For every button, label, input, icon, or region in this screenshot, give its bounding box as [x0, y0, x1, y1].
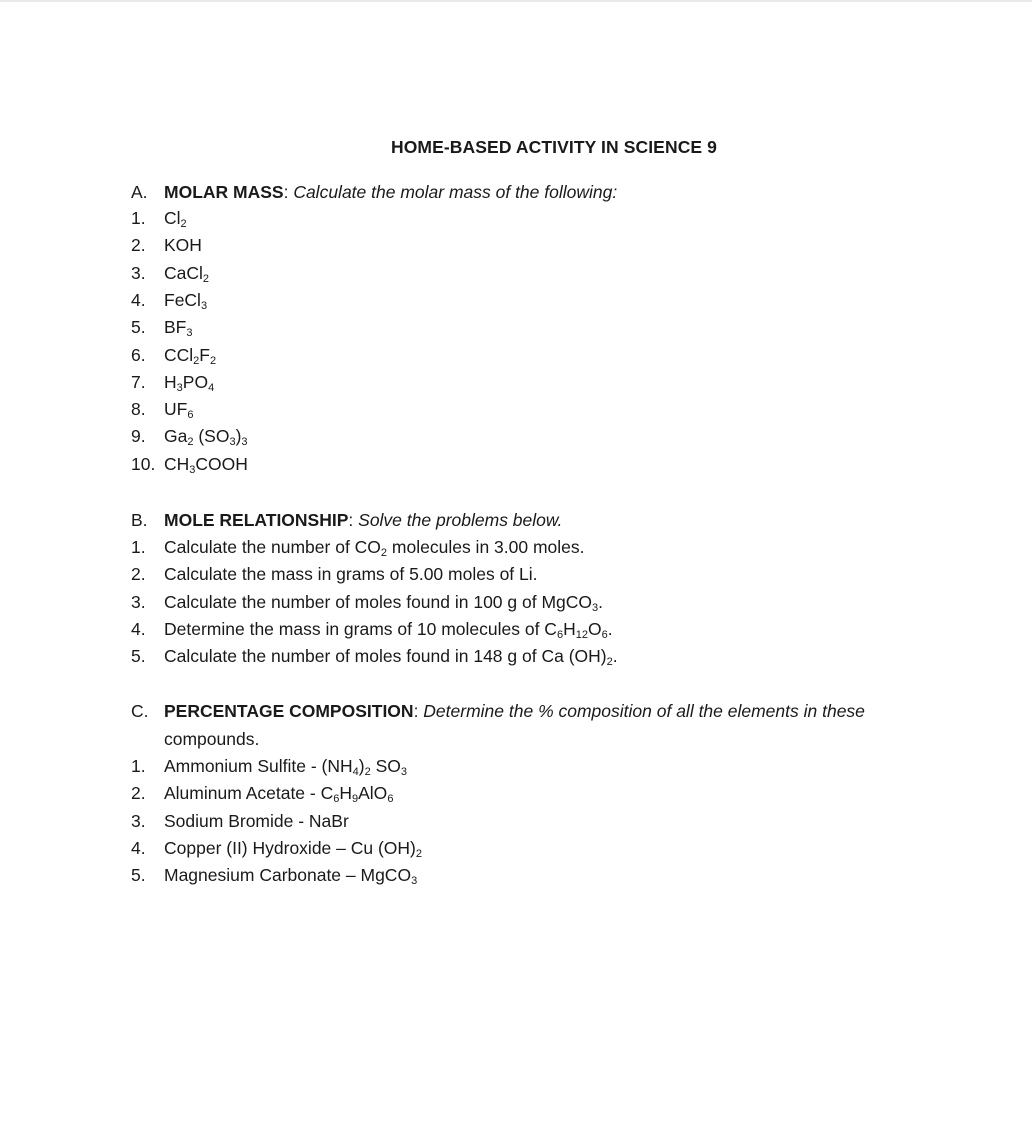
item-text: $H_3PO_4$	[164, 371, 215, 394]
subscript: 12	[575, 628, 588, 641]
list-item	[131, 207, 187, 229]
list-item	[131, 591, 603, 613]
subscript: 4	[208, 381, 215, 394]
subscript: 6	[333, 793, 340, 806]
subscript: 6	[187, 409, 194, 422]
subscript: 2	[380, 547, 388, 559]
item-number: 3.	[131, 810, 146, 831]
page-title: HOME-BASED ACTIVITY IN SCIENCE 9	[390, 137, 718, 157]
section-letter: B.	[131, 510, 148, 530]
list-item	[131, 618, 613, 640]
list-item	[131, 645, 618, 667]
section-heading: MOLAR MASS	[164, 182, 284, 202]
list-item	[131, 536, 585, 558]
section-instruction: Determine the % composition of all the elements in these	[423, 701, 865, 721]
item-text: Determine the mass in grams of 10 molecules of $C_6H_{12}O_6$.	[164, 618, 613, 641]
item-text: Calculate the mass in grams of 5.00 moles of Li.	[164, 564, 538, 585]
item-text: Sodium Bromide - NaBr	[164, 810, 349, 831]
item-number: 5.	[131, 646, 146, 667]
section-instruction-continuation: compounds.	[164, 729, 260, 749]
section-heading: MOLE RELATIONSHIP	[164, 510, 349, 530]
item-number: 1.	[131, 756, 146, 776]
list-item	[131, 289, 207, 311]
item-text: $BF_3$	[164, 317, 193, 340]
subscript: 3	[189, 463, 196, 476]
item-text: Aluminum Acetate - $C_6H_9AlO_6$	[164, 783, 394, 806]
item-number: 5.	[131, 865, 146, 886]
subscript: 3	[411, 875, 418, 888]
subscript: 2	[364, 766, 371, 778]
list-item	[131, 371, 214, 393]
subscript: 3	[241, 436, 248, 449]
subscript: 3	[186, 327, 193, 340]
item-text: Calculate the number of moles found in 148 g of Ca $(OH)_2$.	[164, 646, 618, 669]
item-number: 7.	[131, 371, 146, 392]
item-number: 4.	[131, 618, 146, 639]
item-number: 1.	[131, 537, 146, 557]
subscript: 3	[200, 299, 208, 312]
item-text: Calculate the number of $CO_2$ molecules in 3.00 moles.	[164, 537, 585, 559]
item-text: FeCl$_3$	[164, 289, 208, 312]
subscript: 9	[352, 793, 359, 806]
item-text: $Cl_2$	[164, 208, 187, 230]
subscript: 2	[180, 218, 187, 230]
list-item	[131, 398, 193, 420]
subscript: 4	[352, 766, 359, 778]
subscript: 3	[592, 601, 599, 614]
item-text: CaCl$_2$	[164, 262, 210, 285]
item-text: Ammonium Sulfite - $(NH_4)_2$ $SO_3$	[164, 756, 408, 778]
item-number: 1.	[131, 208, 146, 228]
subscript: 6	[601, 628, 608, 641]
item-number: 10.	[131, 453, 156, 474]
item-number: 3.	[131, 262, 146, 283]
list-item	[131, 563, 538, 585]
subscript: 2	[202, 272, 210, 285]
section-instruction: Solve the problems below.	[358, 510, 563, 530]
section-c-header: C. PERCENTAGE COMPOSITION: Determine the % composition of all the elements in these	[131, 701, 865, 721]
item-number: 5.	[131, 317, 146, 338]
item-number: 9.	[131, 426, 146, 447]
list-item	[131, 234, 202, 256]
subscript: 3	[229, 436, 236, 449]
list-item	[131, 316, 193, 338]
item-number: 2.	[131, 564, 146, 585]
item-text: Copper (II) Hydroxide – Cu $(OH)_2$	[164, 837, 423, 860]
top-border	[0, 0, 1032, 2]
item-text: KOH	[164, 235, 202, 256]
subscript: 2	[193, 354, 200, 367]
subscript: 2	[606, 656, 613, 669]
list-item	[131, 344, 216, 366]
list-item	[131, 755, 407, 777]
item-number: 8.	[131, 399, 146, 420]
list-item	[131, 425, 248, 447]
item-number: 4.	[131, 289, 146, 310]
list-item	[131, 262, 209, 284]
section-a-header: A. MOLAR MASS: Calculate the molar mass of the following:	[131, 182, 618, 202]
subscript: 3	[400, 766, 408, 778]
section-letter: A.	[131, 182, 148, 202]
list-item	[131, 782, 393, 804]
subscript: 2	[210, 354, 217, 367]
item-number: 3.	[131, 591, 146, 612]
item-text: $CCl_2F_2$	[164, 344, 217, 367]
section-b-header: B. MOLE RELATIONSHIP: Solve the problems below.	[131, 510, 563, 530]
list-item	[131, 837, 422, 859]
subscript: 2	[187, 436, 194, 449]
item-text: $CH_3COOH$	[164, 453, 248, 476]
section-instruction: Calculate the molar mass of the following:	[293, 182, 618, 202]
item-text: Calculate the number of moles found in 100 g of MgCO$_3$.	[164, 591, 604, 614]
subscript: 2	[415, 847, 423, 860]
list-item	[131, 453, 248, 475]
item-number: 2.	[131, 783, 146, 804]
item-text: $Ga_2$ $(SO_3)_3$	[164, 426, 248, 449]
subscript: 6	[556, 628, 564, 641]
section-letter: C.	[131, 701, 149, 721]
section-heading: PERCENTAGE COMPOSITION	[164, 701, 414, 721]
item-text: $UF_6$	[164, 399, 194, 422]
item-number: 6.	[131, 344, 146, 365]
item-number: 4.	[131, 837, 146, 858]
item-number: 2.	[131, 235, 146, 256]
list-item	[131, 810, 349, 832]
item-text: Magnesium Carbonate – MgCO$_3$	[164, 865, 418, 888]
list-item	[131, 864, 417, 886]
subscript: 6	[387, 793, 394, 806]
subscript: 3	[176, 381, 183, 394]
